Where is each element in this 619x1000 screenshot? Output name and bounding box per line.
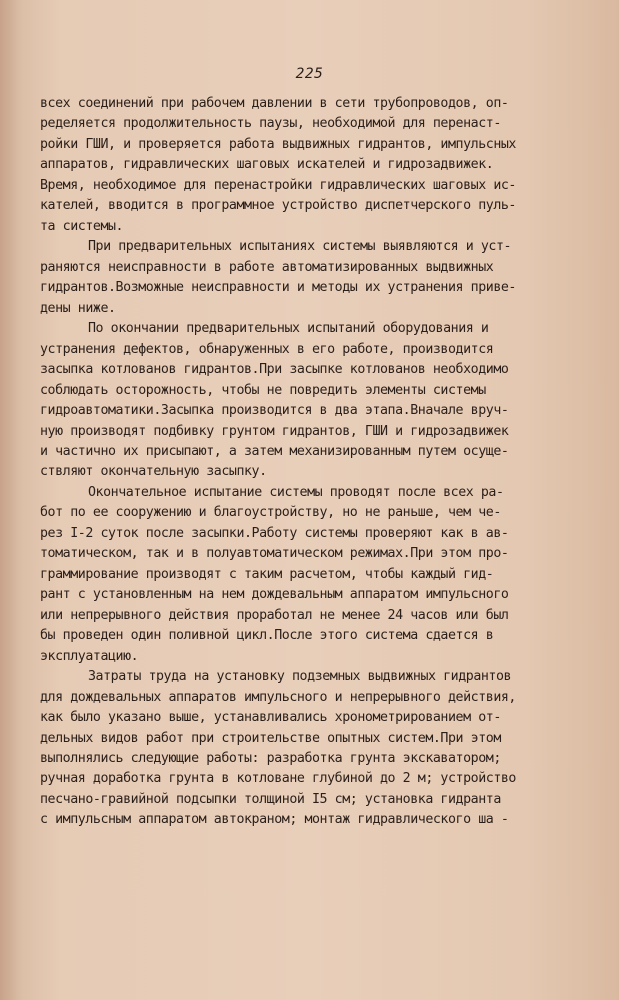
text-line: ределяется продолжительность паузы, необходимой для перенаст- xyxy=(40,116,501,132)
text-line: устранения дефектов, обнаруженных в его работе, производится xyxy=(40,341,494,357)
body-text xyxy=(40,94,600,831)
page-number: 225 xyxy=(295,66,324,82)
text-line: соблюдать осторожность, чтобы не повредить элементы системы xyxy=(40,382,486,398)
text-line: ствляют окончательную засыпку. xyxy=(40,464,267,480)
text-line: та системы. xyxy=(40,218,124,234)
text-line: всех соединений при рабочем давлении в сети трубопроводов, оп- xyxy=(40,96,509,111)
text-line: эксплуатацию. xyxy=(40,648,139,664)
text-line: выполнялись следующие работы: разработка грунта экскаватором; xyxy=(40,751,501,766)
text-line: с импульсным аппаратом автокраном; монтаж гидравлического ша - xyxy=(40,812,509,828)
text-line: Затраты труда на установку подземных выдвижных гидрантов xyxy=(88,669,512,685)
text-line: аппаратов, гидравлических шаговых искателей и гидрозадвижек. xyxy=(40,157,494,173)
text-line: граммирование производят с таким расчетом, чтобы каждый гид- xyxy=(40,566,494,582)
text-line: При предварительных испытаниях системы выявляются и уст- xyxy=(88,239,512,255)
text-line: Время, необходимое для перенастройки гидравлических шаговых ис- xyxy=(40,177,516,193)
text-line: засыпка котлованов гидрантов.При засыпке котлованов необходимо xyxy=(40,362,509,378)
text-line: для дождевальных аппаратов импульсного и непрерывного действия, xyxy=(40,689,516,705)
text-line: дельных видов работ при строительстве опытных систем.При этом xyxy=(40,730,501,746)
text-line: и частично их присыпают, а затем механизированным путем осуще- xyxy=(40,443,509,459)
text-line: бот по ее сооружению и благоустройству, но не раньше, чем че- xyxy=(40,505,501,521)
text-line: гидроавтоматики.Засыпка производится в два этапа.Вначале вруч- xyxy=(40,403,509,419)
text-line: кателей, вводится в программное устройство диспетчерского пуль- xyxy=(40,198,516,214)
text-line: Окончательное испытание системы проводят после всех ра- xyxy=(88,484,504,500)
text-line: гидрантов.Возможные неисправности и методы их устранения приве- xyxy=(40,280,516,296)
text-line: бы проведен один поливной цикл.После этого система сдается в xyxy=(40,628,494,644)
text-line: ную производят подбивку грунтом гидрантов, ГШИ и гидрозадвижек xyxy=(40,423,509,439)
text-line: рант с установленным на нем дождевальным аппаратом импульсного xyxy=(40,587,509,603)
text-line: раняются неисправности в работе автоматизированных выдвижных xyxy=(40,259,494,275)
text-line: ручная доработка грунта в котловане глубиной до 2 м; устройство xyxy=(40,771,516,787)
text-line: По окончании предварительных испытаний оборудования и xyxy=(88,321,489,337)
text-line: томатическом, так и в полуавтоматическом режимах.При этом про- xyxy=(40,546,509,562)
text-line: ройки ГШИ, и проверяется работа выдвижных гидрантов, импульсных xyxy=(40,136,516,152)
text-line: рез I-2 суток после засыпки.Работу системы проверяют как в ав- xyxy=(40,525,509,541)
text-line: или непрерывного действия проработал не менее 24 часов или был xyxy=(40,607,509,623)
text-line: песчано-гравийной подсыпки толщиной I5 см; установка гидранта xyxy=(40,791,501,807)
text-line: дены ниже. xyxy=(40,300,116,316)
text-line: как было указано выше, устанавливались хронометрированием от- xyxy=(40,710,501,726)
